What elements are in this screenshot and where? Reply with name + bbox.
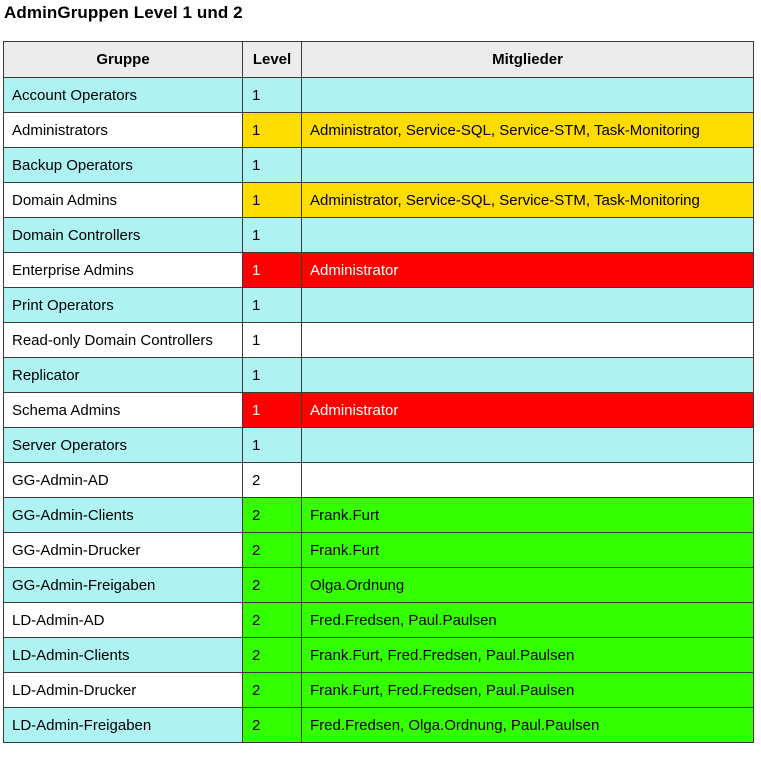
group-name-cell: Server Operators bbox=[4, 428, 243, 463]
members-cell: Administrator, Service-SQL, Service-STM, Task-Monitoring bbox=[302, 183, 754, 218]
level-cell: 1 bbox=[243, 218, 302, 253]
table-row bbox=[4, 323, 754, 358]
table-row bbox=[4, 113, 754, 148]
admin-groups-table bbox=[3, 41, 754, 743]
members-cell: Administrator bbox=[302, 253, 754, 288]
members-cell bbox=[302, 218, 754, 253]
level-cell: 2 bbox=[243, 463, 302, 498]
level-cell: 1 bbox=[243, 323, 302, 358]
members-cell bbox=[302, 358, 754, 393]
table-row bbox=[4, 78, 754, 113]
group-name-cell: Domain Admins bbox=[4, 183, 243, 218]
table-row bbox=[4, 253, 754, 288]
group-name-cell: LD-Admin-Clients bbox=[4, 638, 243, 673]
level-cell: 1 bbox=[243, 288, 302, 323]
group-name-cell: LD-Admin-Drucker bbox=[4, 673, 243, 708]
table-row bbox=[4, 638, 754, 673]
table-row bbox=[4, 218, 754, 253]
group-name-cell: Schema Admins bbox=[4, 393, 243, 428]
table-row bbox=[4, 288, 754, 323]
table-row bbox=[4, 708, 754, 743]
group-name-cell: Print Operators bbox=[4, 288, 243, 323]
members-cell bbox=[302, 323, 754, 358]
level-cell: 1 bbox=[243, 253, 302, 288]
group-name-cell: Account Operators bbox=[4, 78, 243, 113]
members-cell: Frank.Furt bbox=[302, 498, 754, 533]
group-name-cell: Replicator bbox=[4, 358, 243, 393]
table-row bbox=[4, 183, 754, 218]
level-cell: 1 bbox=[243, 78, 302, 113]
table-row bbox=[4, 148, 754, 183]
members-cell bbox=[302, 288, 754, 323]
column-header-group: Gruppe bbox=[4, 42, 243, 78]
members-cell: Administrator, Service-SQL, Service-STM, Task-Monitoring bbox=[302, 113, 754, 148]
members-cell bbox=[302, 428, 754, 463]
level-cell: 1 bbox=[243, 358, 302, 393]
group-name-cell: GG-Admin-Freigaben bbox=[4, 568, 243, 603]
level-cell: 2 bbox=[243, 498, 302, 533]
members-cell: Fred.Fredsen, Olga.Ordnung, Paul.Paulsen bbox=[302, 708, 754, 743]
group-name-cell: Domain Controllers bbox=[4, 218, 243, 253]
group-name-cell: Read-only Domain Controllers bbox=[4, 323, 243, 358]
level-cell: 2 bbox=[243, 533, 302, 568]
level-cell: 2 bbox=[243, 603, 302, 638]
group-name-cell: Enterprise Admins bbox=[4, 253, 243, 288]
level-cell: 1 bbox=[243, 183, 302, 218]
group-name-cell: Backup Operators bbox=[4, 148, 243, 183]
level-cell: 1 bbox=[243, 113, 302, 148]
group-name-cell: GG-Admin-AD bbox=[4, 463, 243, 498]
members-cell bbox=[302, 78, 754, 113]
level-cell: 2 bbox=[243, 638, 302, 673]
level-cell: 1 bbox=[243, 393, 302, 428]
level-cell: 1 bbox=[243, 428, 302, 463]
members-cell: Administrator bbox=[302, 393, 754, 428]
column-header-members: Mitglieder bbox=[302, 42, 754, 78]
table-header-row bbox=[4, 42, 754, 78]
table-row bbox=[4, 358, 754, 393]
table-row bbox=[4, 533, 754, 568]
group-name-cell: GG-Admin-Drucker bbox=[4, 533, 243, 568]
level-cell: 1 bbox=[243, 148, 302, 183]
table-row bbox=[4, 603, 754, 638]
group-name-cell: LD-Admin-Freigaben bbox=[4, 708, 243, 743]
group-name-cell: LD-Admin-AD bbox=[4, 603, 243, 638]
table-row bbox=[4, 498, 754, 533]
table-row bbox=[4, 673, 754, 708]
members-cell: Olga.Ordnung bbox=[302, 568, 754, 603]
members-cell bbox=[302, 148, 754, 183]
members-cell bbox=[302, 463, 754, 498]
level-cell: 2 bbox=[243, 568, 302, 603]
members-cell: Frank.Furt, Fred.Fredsen, Paul.Paulsen bbox=[302, 673, 754, 708]
group-name-cell: Administrators bbox=[4, 113, 243, 148]
level-cell: 2 bbox=[243, 673, 302, 708]
table-body bbox=[4, 78, 754, 743]
page-title: AdminGruppen Level 1 und 2 bbox=[4, 3, 243, 22]
members-cell: Frank.Furt, Fred.Fredsen, Paul.Paulsen bbox=[302, 638, 754, 673]
members-cell: Frank.Furt bbox=[302, 533, 754, 568]
column-header-level: Level bbox=[243, 42, 302, 78]
table-row bbox=[4, 428, 754, 463]
table-row bbox=[4, 463, 754, 498]
table-row bbox=[4, 568, 754, 603]
group-name-cell: GG-Admin-Clients bbox=[4, 498, 243, 533]
level-cell: 2 bbox=[243, 708, 302, 743]
members-cell: Fred.Fredsen, Paul.Paulsen bbox=[302, 603, 754, 638]
table-row bbox=[4, 393, 754, 428]
